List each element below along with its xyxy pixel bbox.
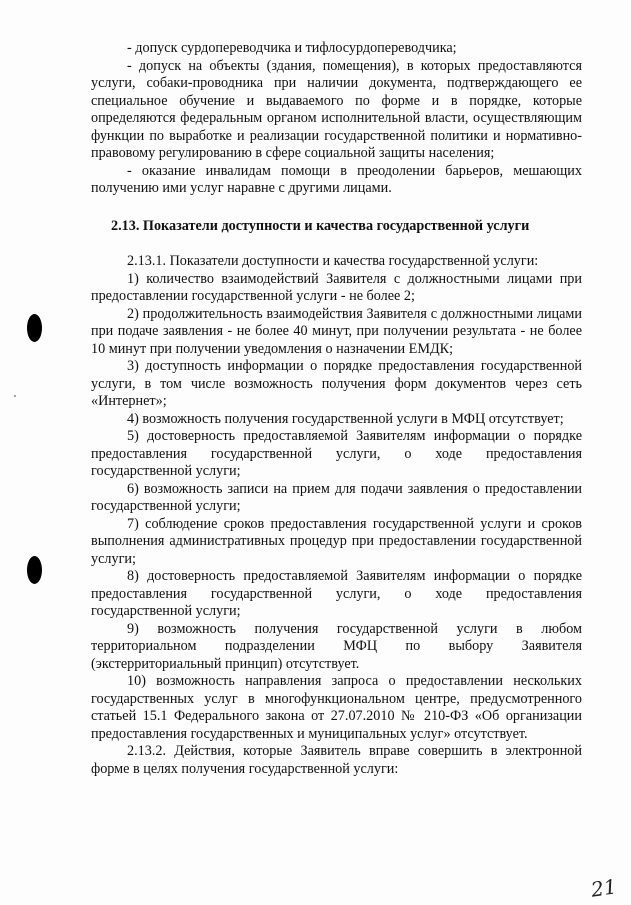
list-item: 3) доступность информации о порядке предоставления государственной услуги, в том числе возможность получения форм документов через сеть «Интернет»; <box>91 358 582 409</box>
punch-hole-mark <box>27 314 42 342</box>
list-item: 6) возможность записи на прием для подачи заявления о предоставлении государственной услуги; <box>91 480 582 514</box>
list-item: 8) достоверность предоставляемой Заявителям информации о порядке предоставления государственной услуги, о ходе предоставления государственной услуги; <box>91 568 582 619</box>
list-item: - оказание инвалидам помощи в преодолении барьеров, мешающих получению ими услуг наравне с другими лицами. <box>91 162 582 196</box>
scan-speck <box>14 395 16 397</box>
punch-hole-mark <box>27 556 42 584</box>
list-item: 10) возможность направления запроса о предоставлении нескольких государственных услуг в многофункциональном центре, предусмотренного статьей 15.1 Федерального закона от 27.07.2010 № 210-ФЗ «Об организации предоставления государственных и муниципальных услуг» отсутствует. <box>91 673 582 742</box>
list-item: 7) соблюдение сроков предоставления государственной услуги и сроков выполнения административных процедур при предоставлении государственной услуги; <box>91 515 582 567</box>
list-item: - допуск сурдопереводчика и тифлосурдопереводчика; <box>127 40 457 56</box>
list-item: - допуск на объекты (здания, помещения), в которых предоставляются услуги, собаки-проводника при наличии документа, подтверждающего ее специальное обучение и выдаваемого по форме и в порядке, которые определяются федеральным органом исполнительной власти, осуществляющим функции по выработке и реализации государственной политики и нормативно-правовому регулированию в сфере социальной защиты населения; <box>91 57 582 161</box>
list-item: 4) возможность получения государственной услуги в МФЦ отсутствует; <box>127 410 564 427</box>
list-item: 5) достоверность предоставляемой Заявителям информации о порядке предоставления государственной услуги, о ходе предоставления государственной услуги; <box>91 428 582 479</box>
paragraph: 2.13.2. Действия, которые Заявитель вправе совершить в электронной форме в целях получения государственной услуги: <box>91 743 582 777</box>
handwritten-page-number: 21 <box>589 874 618 902</box>
document-body <box>91 40 582 778</box>
list-item: 2) продолжительность взаимодействия Заявителя с должностными лицами при подаче заявления - не более 40 минут, при получении результата - не более 10 минут при получении уведомления о назначении ЕМДК; <box>91 305 582 357</box>
paragraph: 2.13.1. Показатели доступности и качества государственной услуги: <box>127 253 539 269</box>
section-heading: 2.13. Показатели доступности и качества государственной услуги <box>111 217 530 234</box>
list-item: 9) возможность получения государственной услуги в любом территориальном подразделении МФЦ по выбору Заявителя (экстерриториальный принцип) отсутствует. <box>91 620 582 672</box>
list-item: 1) количество взаимодействий Заявителя с должностными лицами при предоставлении государственной услуги - не более 2; <box>91 270 582 304</box>
